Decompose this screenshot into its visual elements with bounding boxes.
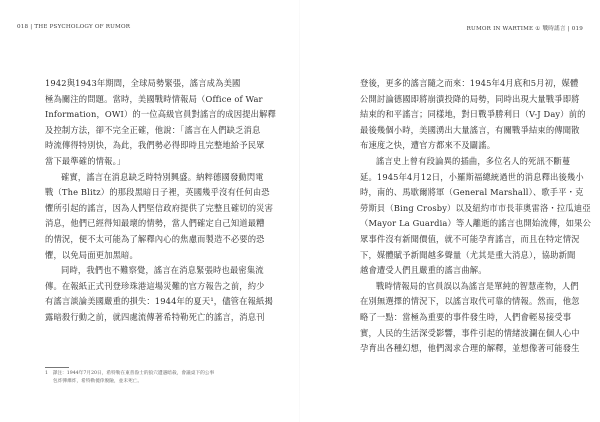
- text-line: 時，南的、馬歇爾將軍（General Marshall）、歌手平・克: [360, 187, 584, 198]
- text-line: 極為關注的問題。當時，美國戰時情報局（Office of War: [45, 93, 263, 104]
- text-line: 戰時情報局的官員誤以為謠言是單純的智慧產物，人們: [376, 280, 579, 291]
- text-line: 確實，謠言在消息缺乏時特別興盛。納粹德國發動閃電: [61, 171, 264, 182]
- footnote: [45, 370, 214, 386]
- text-line: 越會遭受人們且嚴重的謠言曲解。: [360, 265, 487, 276]
- text-line: 公開討論德國即將崩潰投降的局勢，同時出現大量戰爭即將: [360, 93, 580, 104]
- text-line: 有謠言談論美國嚴重的損失：1944年的夏天¹，儘管在報紙揭: [45, 296, 273, 307]
- text-line: 略了一點：當極為重要的事件發生時，人們會輕易接受事: [360, 311, 572, 322]
- text-line: 登後，更多的謠言隨之而來：1945年4月底和5月初，媒體: [360, 78, 579, 88]
- text-line: 懼，以免局面更加黑暗。: [45, 249, 138, 260]
- text-line: 實，人民的生活深受影響，事件引起的情緒波瀾在個人心中: [360, 327, 580, 338]
- text-line: 最後幾個小時，美國湧出大量謠言，有關戰爭結束的傳聞散: [360, 124, 580, 135]
- text-line: 當下最準確的情報。」: [45, 155, 126, 166]
- text-line: 及控制方法，卻不完全正確，他說：「謠言在人們缺乏消息: [45, 124, 261, 135]
- text-line: 勞斯貝（Bing Crosby）以及紐約市市長菲奧雷洛・拉瓜迪亞: [360, 202, 591, 213]
- right-page: [300, 0, 600, 422]
- text-line: 眾事件沒有新聞價值，就不可能孕育謠言，而且在特定情況: [360, 233, 580, 244]
- text-line: 傳。在報紙正式刊登珍珠港這場災難的官方報告之前，約少: [45, 280, 265, 291]
- footnote-line: 1 譯注：1944年7月20日，希特勒在東普魯士的狼穴遭遇暗殺，會議桌下的公事: [45, 371, 215, 376]
- text-line: 結束的和平謠言；同樣地，對日戰爭勝利日（V-J Day）前的: [360, 109, 586, 120]
- text-line: 露暗殺行動之前，就四處流傳著希特勒死亡的謠言，消息刊: [45, 311, 265, 322]
- footnote-line: 包炸彈爆炸，希特勒僥倖脫險，並未死亡。: [53, 379, 143, 384]
- text-line: （Mayor La Guardia）等人離逝的謠言也開始流傳，如果公: [360, 218, 592, 229]
- text-line: 在別無選擇的情況下，以謠言取代可靠的情報。然而，他忽: [360, 296, 580, 307]
- text-line: 孕育出各種幻想，他們渴求合理的解釋，並想像著可能發生: [360, 343, 580, 354]
- text-line: 謠言史上曾有段論異的插曲，多位名人的死訊不斷蔓: [376, 155, 571, 166]
- footnote-divider: [45, 367, 69, 368]
- page-header: RUMOR IN WARTIME ① 戰時謠言 | 019: [466, 26, 583, 32]
- text-line: 時流傳得特別快，為此，我們勢必得即時且完整地給予民眾: [45, 140, 265, 151]
- page-body: [360, 76, 591, 357]
- text-line: 布速度之快，遭官方都來不及闢謠。: [360, 140, 496, 151]
- page-header: 018 | THE PSYCHOLOGY OF RUMOR: [17, 24, 131, 30]
- text-line: 的情況，便不太可能為了解釋內心的焦慮而製造不必要的恐: [45, 233, 265, 244]
- text-line: Information，OWI）的一位高級官員對謠言的成因提出解釋: [45, 109, 276, 120]
- text-line: 下，媒體賦予新聞越多聲量（尤其是重大消息），協助新聞: [360, 249, 576, 260]
- text-line: 戰（The Blitz）的那段黑暗日子裡，英國幾乎沒有任何由恐: [45, 187, 270, 198]
- text-line: 同時，我們也不難察覺，謠言在消息緊張時也最密集流: [61, 265, 264, 276]
- text-line: 延。1945年4月12日，小羅斯福總統過世的消息釋出後幾小: [360, 171, 584, 182]
- text-line: 消息，他們已經得知最壞的情勢，當人們確定自己知道最糟: [45, 218, 265, 229]
- page-body: [45, 76, 276, 326]
- text-line: 1942與1943年期間，全球局勢緊張，謠言成為美國: [45, 78, 241, 88]
- text-line: 懼所引起的謠言，因為人們堅信政府提供了完整且確切的災害: [45, 202, 274, 213]
